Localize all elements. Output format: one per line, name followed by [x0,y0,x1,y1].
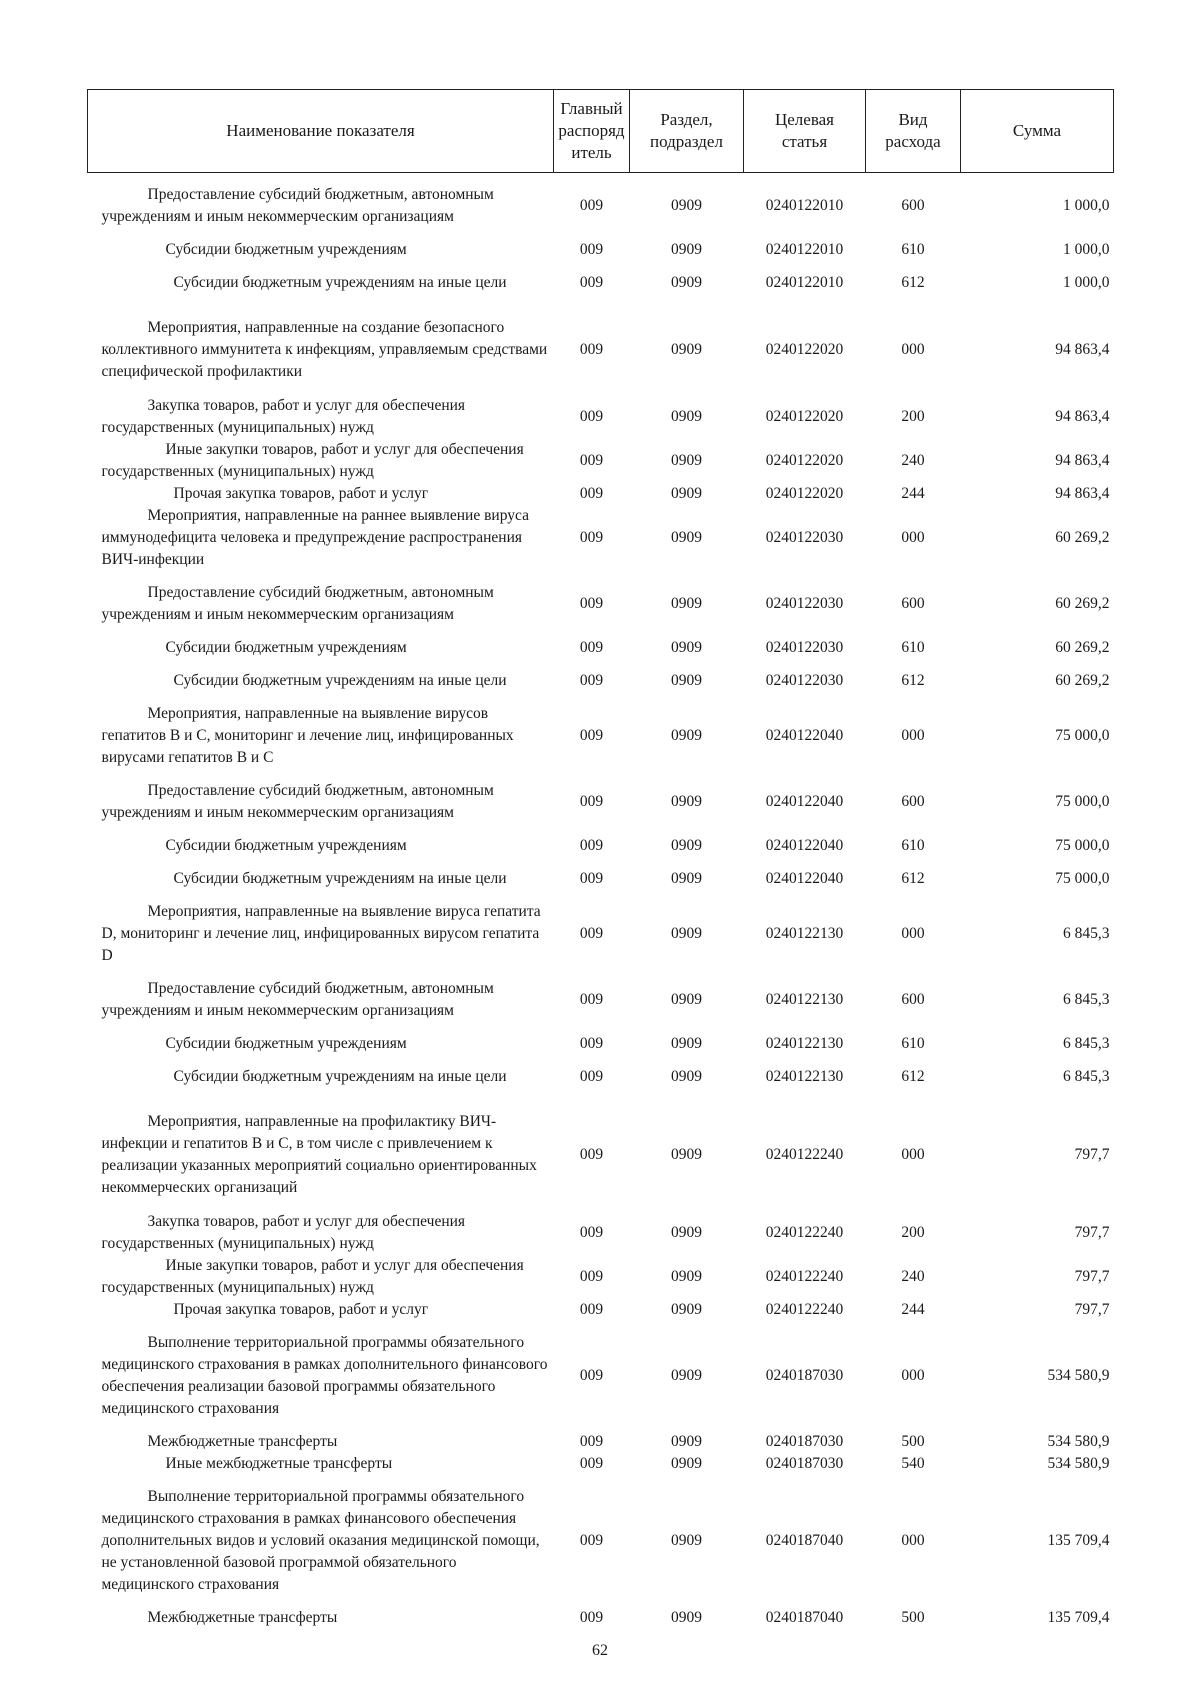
row-razdel: 0909 [671,1433,702,1450]
row-cel: 0240122040 [765,727,844,744]
row-cel: 0240122130 [765,925,844,942]
row-razdel: 0909 [671,1301,702,1318]
row-razdel: 0909 [671,793,702,810]
row-sum: 94 863,4 [1055,452,1110,469]
header-grbs [554,90,630,173]
row-razdel: 0909 [671,274,702,291]
row-name: Иные закупки товаров, работ и услуг для обеспечения государственных (муниципальных) нужд [101,441,524,480]
row-name: Мероприятия, направленные на профилактику ВИЧ-инфекции и гепатитов В и С, в том числе с привлечением к реализации указанных мероприятий социально ориентированных некоммерческих организаций [101,1113,537,1196]
table-row [88,1033,1114,1055]
table-row [88,439,1114,483]
row-grbs: 009 [579,1268,604,1285]
row-vid: 600 [901,991,925,1008]
row-spacer [88,1099,1114,1111]
row-name: Выполнение территориальной программы обязательного медицинского страхования в рамках дополнительного финансового обеспечения реализации базовой программы обязательного медицинского страхования [101,1334,548,1417]
row-name: Предоставление субсидий бюджетным, автономным учреждениям и иным некоммерческим организациям [101,980,494,1019]
row-name: Закупка товаров, работ и услуг для обеспечения государственных (муниципальных) нужд [101,397,466,436]
row-cel: 0240122040 [765,837,844,854]
row-grbs: 009 [579,1532,604,1549]
table-row [88,261,1114,305]
row-sum: 135 709,4 [1047,1609,1110,1626]
row-sum: 534 580,9 [1047,1367,1110,1384]
row-grbs: 009 [579,274,604,291]
row-sum: 1 000,0 [1063,241,1110,258]
page-number: 62 [592,1642,608,1659]
row-sum: 797,7 [1074,1224,1110,1241]
row-sum: 60 269,2 [1055,529,1110,546]
table-row [88,395,1114,439]
spacer-cell [88,1199,1114,1211]
row-cel: 0240122030 [765,595,844,612]
row-cel: 0240187040 [765,1609,844,1626]
row-name: Субсидии бюджетным учреждениям на иные цели [173,274,507,291]
row-vid: 610 [901,241,925,258]
row-vid: 244 [901,485,925,502]
header-cel-line: Целевая [774,110,835,129]
table-header [88,90,1114,173]
row-razdel: 0909 [671,1367,702,1384]
row-vid: 612 [901,274,925,291]
table-row [88,505,1114,571]
row-vid: 600 [901,793,925,810]
row-vid: 000 [901,1367,925,1384]
row-sum: 6 845,3 [1063,991,1110,1008]
spacer-cell [88,383,1114,395]
budget-table [87,89,1114,1629]
row-vid: 200 [901,1224,925,1241]
table-row [88,1321,1114,1431]
table-row [88,483,1114,505]
row-sum: 797,7 [1074,1268,1110,1285]
row-vid: 000 [901,1532,925,1549]
row-grbs: 009 [579,925,604,942]
header-cel [744,90,866,173]
row-spacer [88,1199,1114,1211]
row-sum: 94 863,4 [1055,408,1110,425]
row-sum: 534 580,9 [1047,1455,1110,1472]
table-row [88,703,1114,769]
row-razdel: 0909 [671,595,702,612]
row-sum: 94 863,4 [1055,485,1110,502]
row-razdel: 0909 [671,870,702,887]
row-vid: 612 [901,870,925,887]
row-vid: 610 [901,1035,925,1052]
row-cel: 0240122130 [765,1068,844,1085]
row-sum: 135 709,4 [1047,1532,1110,1549]
spacer-cell [88,1099,1114,1111]
table-row [88,835,1114,857]
row-grbs: 009 [579,870,604,887]
row-vid: 000 [901,925,925,942]
header-sum: Сумма [961,90,1114,173]
row-vid: 500 [901,1433,925,1450]
row-grbs: 009 [579,1433,604,1450]
row-cel: 0240122010 [765,274,844,291]
table-body [88,173,1114,1630]
row-razdel: 0909 [671,639,702,656]
row-sum: 75 000,0 [1055,727,1110,744]
row-name: Прочая закупка товаров, работ и услуг [173,485,429,502]
row-vid: 240 [901,1268,925,1285]
row-name: Субсидии бюджетным учреждениям на иные цели [173,870,507,887]
table-row [88,1111,1114,1199]
row-razdel: 0909 [671,241,702,258]
table-row [88,1607,1114,1629]
row-grbs: 009 [579,639,604,656]
row-grbs: 009 [579,1301,604,1318]
header-razdel-line: подраздел [650,132,723,151]
row-razdel: 0909 [671,925,702,942]
row-cel: 0240122010 [765,241,844,258]
row-sum: 1 000,0 [1063,197,1110,214]
row-razdel: 0909 [671,485,702,502]
row-cel: 0240122020 [765,485,844,502]
table-row [88,901,1114,967]
row-razdel: 0909 [671,1455,702,1472]
table-row [88,239,1114,261]
row-cel: 0240187030 [765,1367,844,1384]
row-grbs: 009 [579,1035,604,1052]
row-razdel: 0909 [671,197,702,214]
row-name: Иные закупки товаров, работ и услуг для обеспечения государственных (муниципальных) нужд [101,1257,524,1296]
row-grbs: 009 [579,793,604,810]
row-vid: 000 [901,1146,925,1163]
row-sum: 75 000,0 [1055,793,1110,810]
row-sum: 75 000,0 [1055,837,1110,854]
row-name: Субсидии бюджетным учреждениям [165,639,407,656]
row-name: Предоставление субсидий бюджетным, автономным учреждениям и иным некоммерческим организациям [101,782,494,821]
row-cel: 0240122240 [765,1268,844,1285]
row-name: Предоставление субсидий бюджетным, автономным учреждениям и иным некоммерческим организациям [101,186,494,225]
table-row [88,1255,1114,1299]
row-cel: 0240122040 [765,793,844,810]
header-cel-line: статья [781,132,828,151]
row-sum: 6 845,3 [1063,925,1110,942]
table-row [88,769,1114,835]
row-razdel: 0909 [671,452,702,469]
row-vid: 500 [901,1609,925,1626]
row-cel: 0240122020 [765,452,844,469]
row-sum: 534 580,9 [1047,1433,1110,1450]
row-razdel: 0909 [671,1068,702,1085]
row-name: Выполнение территориальной программы обязательного медицинского страхования в рамках финансового обеспечения дополнительных видов и условий оказания медицинской помощи, не установленной базовой программой обязательного медицинского страхования [101,1488,540,1593]
row-sum: 75 000,0 [1055,870,1110,887]
header-vid-line: расхода [885,132,941,151]
row-razdel: 0909 [671,1609,702,1626]
row-cel: 0240122020 [765,341,844,358]
header-grbs-line: итель [571,143,612,162]
row-name: Субсидии бюджетным учреждениям на иные цели [173,1068,507,1085]
row-name: Иные межбюджетные трансферты [165,1455,393,1472]
row-vid: 240 [901,452,925,469]
row-grbs: 009 [579,991,604,1008]
header-razdel-line: Раздел, [660,110,713,129]
row-name: Межбюджетные трансферты [147,1609,338,1626]
row-name: Субсидии бюджетным учреждениям [165,241,407,258]
row-name: Мероприятия, направленные на раннее выявление вируса иммунодефицита человека и предупреждение распространения ВИЧ-инфекции [101,507,529,568]
row-cel: 0240187030 [765,1455,844,1472]
row-sum: 60 269,2 [1055,639,1110,656]
table-row [88,317,1114,383]
table-row [88,1453,1114,1475]
row-vid: 200 [901,408,925,425]
row-cel: 0240122010 [765,197,844,214]
row-vid: 612 [901,1068,925,1085]
row-vid: 000 [901,341,925,358]
row-cel: 0240122240 [765,1146,844,1163]
row-vid: 612 [901,672,925,689]
row-razdel: 0909 [671,408,702,425]
row-razdel: 0909 [671,1035,702,1052]
row-grbs: 009 [579,1146,604,1163]
table-row [88,1055,1114,1099]
row-cel: 0240122020 [765,408,844,425]
row-sum: 94 863,4 [1055,341,1110,358]
row-razdel: 0909 [671,529,702,546]
row-sum: 60 269,2 [1055,672,1110,689]
row-razdel: 0909 [671,1532,702,1549]
header-vid [866,90,961,173]
row-razdel: 0909 [671,1224,702,1241]
row-grbs: 009 [579,837,604,854]
row-cel: 0240122130 [765,1035,844,1052]
row-grbs: 009 [579,408,604,425]
row-grbs: 009 [579,341,604,358]
row-grbs: 009 [579,1367,604,1384]
row-name: Субсидии бюджетным учреждениям [165,837,407,854]
row-name: Мероприятия, направленные на выявление вирусов гепатитов В и С, мониторинг и лечение лиц, инфицированных вирусами гепатитов В и С [101,705,514,766]
table-row [88,1475,1114,1607]
spacer-cell [88,305,1114,317]
row-vid: 000 [901,727,925,744]
row-cel: 0240187040 [765,1532,844,1549]
row-grbs: 009 [579,1068,604,1085]
row-sum: 6 845,3 [1063,1068,1110,1085]
row-razdel: 0909 [671,991,702,1008]
row-sum: 60 269,2 [1055,595,1110,612]
row-name: Межбюджетные трансферты [147,1433,338,1450]
row-grbs: 009 [579,1224,604,1241]
row-name: Мероприятия, направленные на выявление вируса гепатита D, мониторинг и лечение лиц, инфицированных вирусом гепатита D [101,903,541,964]
row-grbs: 009 [579,241,604,258]
row-grbs: 009 [579,727,604,744]
row-spacer [88,305,1114,317]
row-vid: 600 [901,595,925,612]
row-razdel: 0909 [671,1146,702,1163]
row-cel: 0240122030 [765,672,844,689]
row-grbs: 009 [579,529,604,546]
header-name: Наименование показателя [88,90,554,173]
row-razdel: 0909 [671,341,702,358]
row-grbs: 009 [579,197,604,214]
header-grbs-line: Главный [560,99,623,118]
row-grbs: 009 [579,595,604,612]
row-name: Субсидии бюджетным учреждениям на иные цели [173,672,507,689]
row-razdel: 0909 [671,727,702,744]
row-grbs: 009 [579,1455,604,1472]
table-row [88,967,1114,1033]
table-row [88,659,1114,703]
row-cel: 0240122130 [765,991,844,1008]
row-sum: 1 000,0 [1063,274,1110,291]
row-name: Мероприятия, направленные на создание безопасного коллективного иммунитета к инфекциям, управляемым средствами специфической профилактики [101,319,548,380]
row-name: Закупка товаров, работ и услуг для обеспечения государственных (муниципальных) нужд [101,1213,466,1252]
table-row [88,1299,1114,1321]
header-grbs-line: распоряд [558,121,625,140]
row-cel: 0240122240 [765,1301,844,1318]
table-row [88,637,1114,659]
row-name: Предоставление субсидий бюджетным, автономным учреждениям и иным некоммерческим организациям [101,584,494,623]
row-grbs: 009 [579,672,604,689]
row-cel: 0240122030 [765,529,844,546]
row-vid: 610 [901,837,925,854]
row-sum: 6 845,3 [1063,1035,1110,1052]
row-sum: 797,7 [1074,1146,1110,1163]
row-vid: 540 [901,1455,925,1472]
row-vid: 600 [901,197,925,214]
table-row [88,857,1114,901]
row-cel: 0240187030 [765,1433,844,1450]
row-grbs: 009 [579,452,604,469]
row-cel: 0240122040 [765,870,844,887]
header-razdel [630,90,744,173]
row-spacer [88,383,1114,395]
row-cel: 0240122240 [765,1224,844,1241]
table-row [88,173,1114,240]
row-razdel: 0909 [671,837,702,854]
row-name: Прочая закупка товаров, работ и услуг [173,1301,429,1318]
row-vid: 610 [901,639,925,656]
row-grbs: 009 [579,1609,604,1626]
row-cel: 0240122030 [765,639,844,656]
table-row [88,571,1114,637]
row-grbs: 009 [579,485,604,502]
row-sum: 797,7 [1074,1301,1110,1318]
header-vid-line: Вид [898,110,928,129]
row-vid: 244 [901,1301,925,1318]
table-row [88,1431,1114,1453]
table-row [88,1211,1114,1255]
row-razdel: 0909 [671,1268,702,1285]
row-name: Субсидии бюджетным учреждениям [165,1035,407,1052]
row-vid: 000 [901,529,925,546]
row-razdel: 0909 [671,672,702,689]
